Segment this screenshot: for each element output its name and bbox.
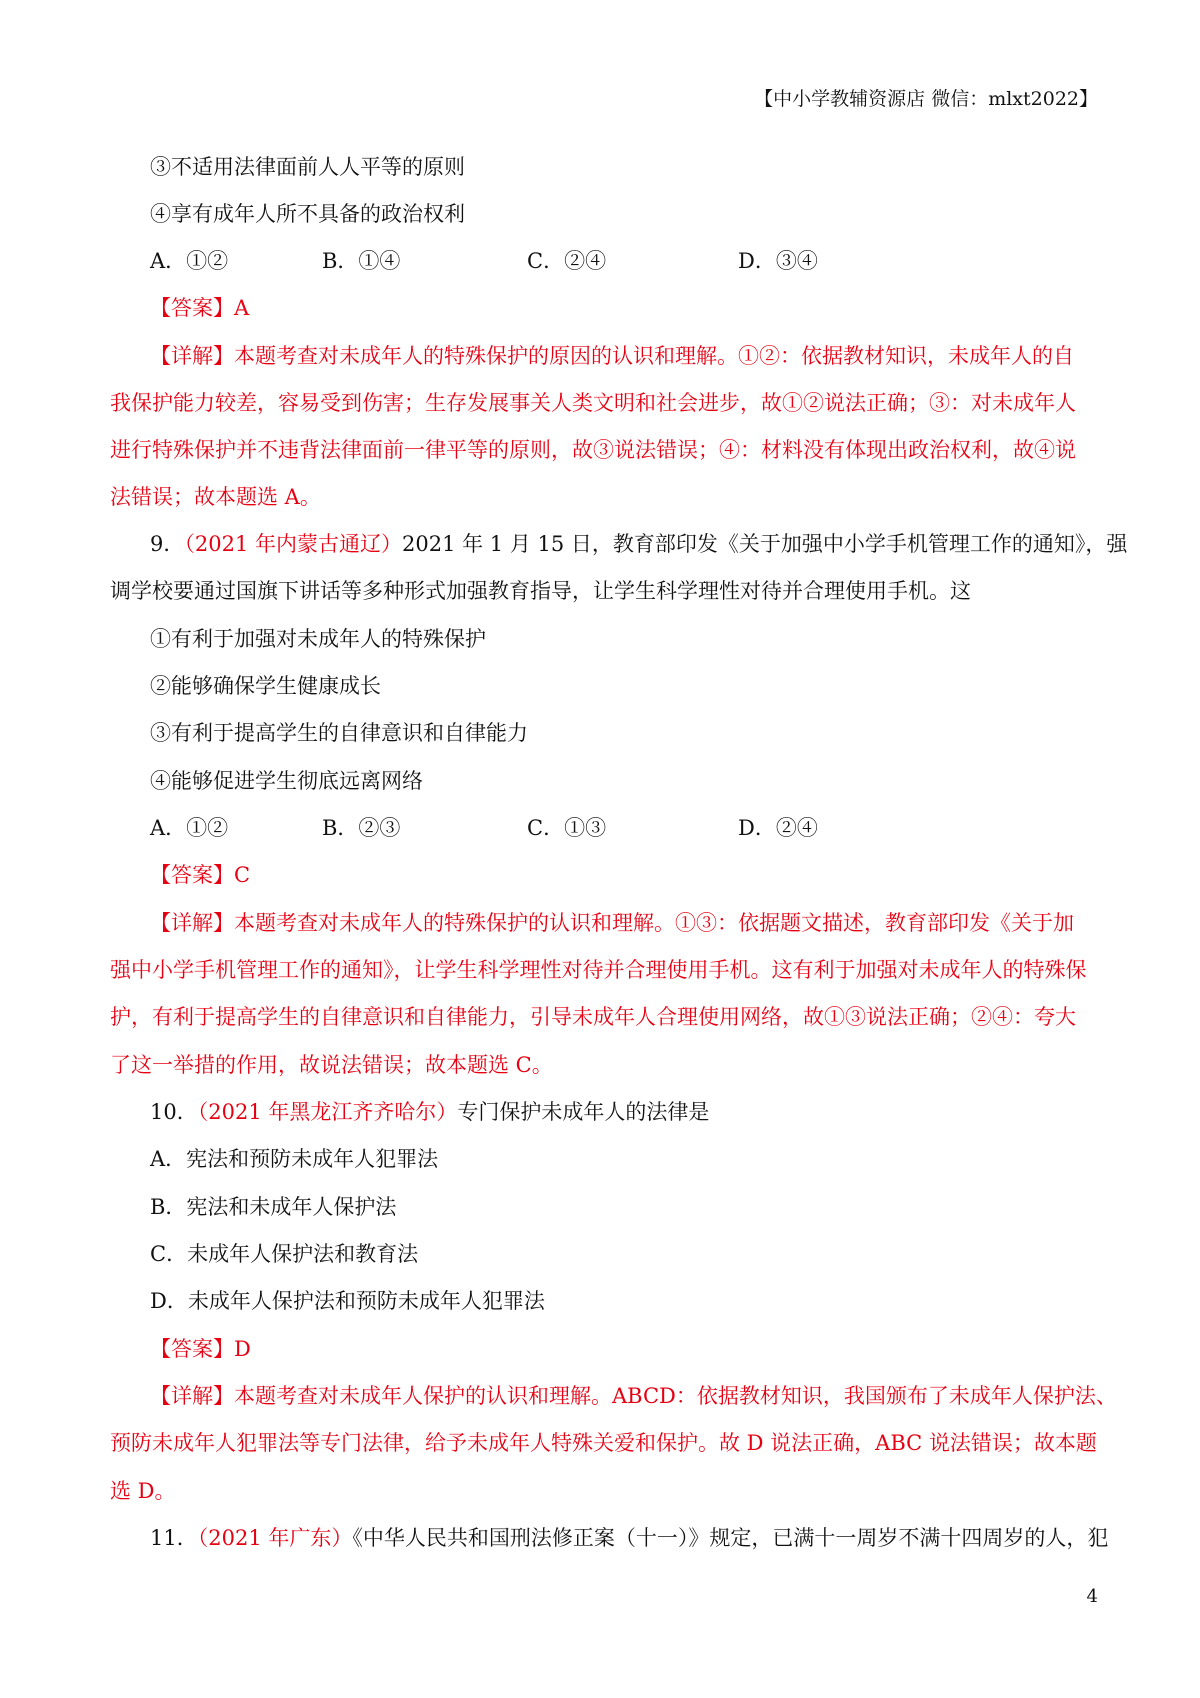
page-header: 【中小学教辅资源店 微信：mlxt2022】 xyxy=(754,88,1098,110)
q9-item-2: ②能够确保学生健康成长 xyxy=(150,674,381,698)
q8-option-d: D．③④ xyxy=(738,249,818,273)
q9-stem-line-2: 调学校要通过国旗下讲话等多种形式加强教育指导，让学生科学理性对待并合理使用手机。这 xyxy=(110,579,971,603)
q10-number: 10． xyxy=(150,1100,198,1124)
q9-item-4: ④能够促进学生彻底远离网络 xyxy=(150,769,423,793)
q9-item-3: ③有利于提高学生的自律意识和自律能力 xyxy=(150,721,528,745)
q8-option-c: C．②④ xyxy=(527,249,607,273)
q9-explain-line-1: 【详解】本题考查对未成年人的特殊保护的认识和理解。①③：依据题文描述，教育部印发《关于加 xyxy=(150,911,1074,935)
q9-explain-line-3: 护，有利于提高学生的自律意识和自律能力，引导未成年人合理使用网络，故①③说法正确；②④：夸大 xyxy=(110,1005,1076,1029)
q8-explain-line-1: 【详解】本题考查对未成年人的特殊保护的原因的认识和理解。①②：依据教材知识，未成年人的自 xyxy=(150,344,1074,368)
q11-source: （2021 年广东） xyxy=(197,1526,353,1550)
q9-source: （2021 年内蒙古通辽） xyxy=(184,532,402,556)
q8-explain-line-2: 我保护能力较差，容易受到伤害；生存发展事关人类文明和社会进步，故①②说法正确；③：对未成年人 xyxy=(110,391,1076,415)
q10-choice-b: B．宪法和未成年人保护法 xyxy=(150,1195,397,1219)
q8-option-b: B．①④ xyxy=(322,249,401,273)
q10-answer: 【答案】D xyxy=(150,1337,251,1361)
q8-answer: 【答案】A xyxy=(150,296,250,320)
q8-explain-line-4: 法错误；故本题选 A。 xyxy=(110,485,321,509)
q10-source: （2021 年黑龙江齐齐哈尔） xyxy=(197,1100,458,1124)
q8-item-4: ④享有成年人所不具备的政治权利 xyxy=(150,202,465,226)
q9-option-b: B．②③ xyxy=(322,816,401,840)
q8-explain-line-3: 进行特殊保护并不违背法律面前一律平等的原则，故③说法错误；④：材料没有体现出政治权利，故④说 xyxy=(110,438,1076,462)
q11-stem-text: 《中华人民共和国刑法修正案（十一）》规定，已满十一周岁不满十四周岁的人，犯 xyxy=(352,1526,1109,1550)
q10-stem-text: 专门保护未成年人的法律是 xyxy=(457,1100,710,1124)
q9-explain-line-4: 了这一举措的作用，故说法错误；故本题选 C。 xyxy=(110,1053,553,1077)
q8-option-a: A．①② xyxy=(150,249,229,273)
page-number: 4 xyxy=(1086,1586,1098,1607)
q10-explain-line-1: 【详解】本题考查对未成年人保护的认识和理解。ABCD：依据教材知识，我国颁布了未成年人保护法、 xyxy=(150,1384,1117,1408)
q9-option-d: D．②④ xyxy=(738,816,818,840)
q9-explain-line-2: 强中小学手机管理工作的通知》，让学生科学理性对待并合理使用手机。这有利于加强对未成年人的特殊保 xyxy=(110,958,1087,982)
q8-item-3: ③不适用法律面前人人平等的原则 xyxy=(150,155,465,179)
q11-stem xyxy=(0,1523,1200,1553)
q10-explain-line-3: 选 D。 xyxy=(110,1479,176,1503)
q10-choice-d: D．未成年人保护法和预防未成年人犯罪法 xyxy=(150,1289,545,1313)
q9-item-1: ①有利于加强对未成年人的特殊保护 xyxy=(150,627,486,651)
q9-option-a: A．①② xyxy=(150,816,229,840)
q10-choice-a: A．宪法和预防未成年人犯罪法 xyxy=(150,1147,439,1171)
q9-stem-text: 2021 年 1 月 15 日，教育部印发《关于加强中小学手机管理工作的通知》，强 xyxy=(402,532,1128,556)
q9-number: 9． xyxy=(150,532,185,556)
q10-explain-line-2: 预防未成年人犯罪法等专门法律，给予未成年人特殊关爱和保护。故 D 说法正确，ABC 说法错误；故本题 xyxy=(110,1431,1097,1455)
q9-answer: 【答案】C xyxy=(150,863,251,887)
q9-stem xyxy=(0,529,1200,559)
q10-choice-c: C．未成年人保护法和教育法 xyxy=(150,1242,419,1266)
q9-option-c: C．①③ xyxy=(527,816,607,840)
q11-number: 11． xyxy=(150,1526,198,1550)
q10-stem xyxy=(0,1097,1200,1127)
